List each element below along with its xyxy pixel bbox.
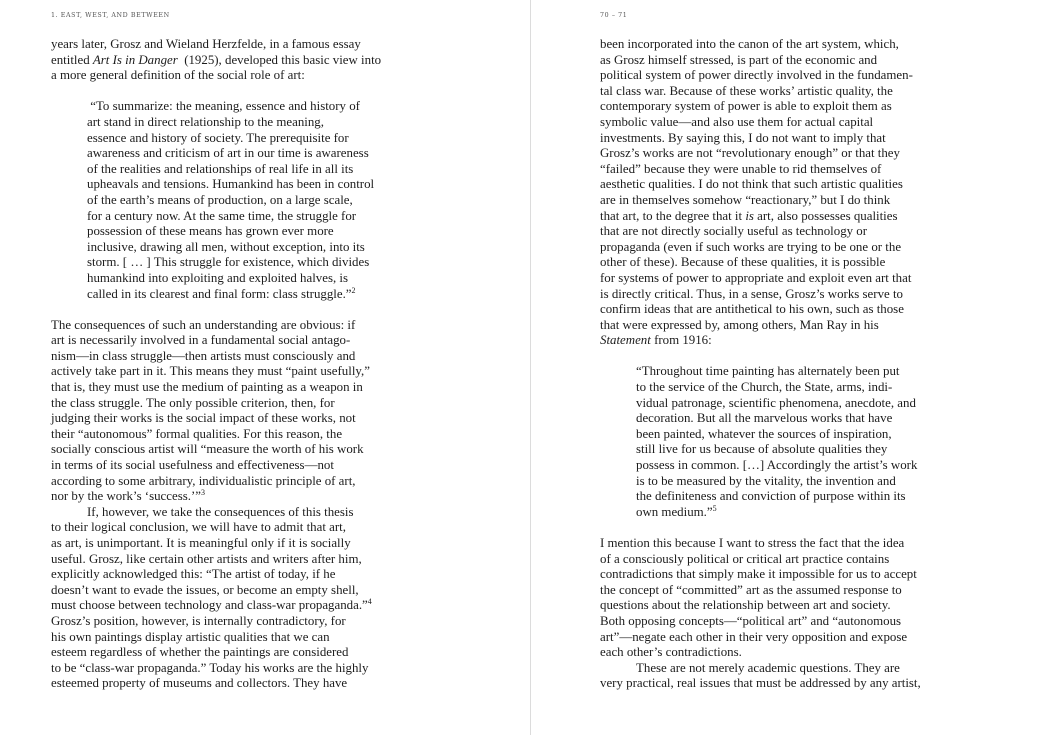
text-line: The consequences of such an understanding are obvious: if: [51, 317, 356, 332]
text-line: contradictions that simply make it impossible for us to accept: [600, 567, 917, 582]
text-line: the definiteness and conviction of purpose within its: [636, 489, 906, 504]
text-line: decoration. But all the marvelous works that have: [636, 411, 893, 426]
text-line: aesthetic qualities. I do not think that such artistic qualities: [600, 177, 903, 192]
paragraph-indented: [51, 505, 381, 692]
text-segment: entitled: [51, 52, 93, 67]
text-line: as art, is unimportant. It is meaningful only if it is socially: [51, 536, 351, 550]
text-line: political system of power directly involved in the fundamen-: [600, 68, 913, 83]
text-segment: nor by the work’s ‘success.’”: [51, 489, 201, 504]
text-line: Grosz’s works are not “revolutionary enough” or that they: [600, 146, 900, 161]
block-gap: [600, 520, 930, 536]
text-line: for a century now. At the same time, the struggle for: [87, 208, 357, 223]
text-line: their “autonomous” formal qualities. For this reason, the: [51, 426, 343, 441]
text-line: These are not merely academic questions. They are: [636, 660, 900, 675]
text-line: [51, 489, 381, 505]
paragraph: [51, 318, 381, 505]
text-line: are in themselves somehow “reactionary,” but I do think: [600, 192, 891, 207]
text-line: judging their works is the social impact of these works, not: [51, 411, 356, 426]
text-segment: (1925), developed this basic view into: [177, 52, 382, 67]
text-line: explicitly acknowledged this: “The artist of today, if he: [51, 567, 336, 582]
footnote-ref: 3: [201, 488, 205, 498]
text-line: useful. Grosz, like certain other artists and writers after him,: [51, 551, 362, 566]
text-line: confirm ideas that are antithetical to his own, such as those: [600, 302, 904, 317]
text-line: the class struggle. The only possible criterion, then, for: [51, 395, 335, 410]
text-line: Grosz’s position, however, is internally contradictory, for: [51, 613, 346, 628]
text-segment: that art, to the degree that it: [600, 208, 746, 223]
text-line: been incorporated into the canon of the art system, which,: [600, 37, 899, 51]
text-line: still live for us because of absolute qualities they: [636, 442, 888, 457]
paragraph-indented: [600, 661, 930, 692]
text-line: socially conscious artist will “measure the worth of his work: [51, 442, 364, 457]
text-line: his own paintings display artistic qualities that we can: [51, 629, 330, 644]
text-line: If, however, we take the consequences of this thesis: [87, 504, 354, 519]
text-line: “failed” because they were unable to rid themselves of: [600, 161, 882, 176]
text-line: [51, 598, 381, 614]
text-line: I mention this because I want to stress the fact that the idea: [600, 536, 905, 550]
page-gutter: [530, 0, 531, 735]
text-segment: Statement: [600, 333, 651, 348]
text-segment: must choose between technology and class-war propaganda.”: [51, 598, 368, 613]
text-line: to be “class-war propaganda.” Today his works are the highly: [51, 660, 369, 675]
left-page: [51, 37, 381, 692]
text-segment: Art Is in Danger: [92, 52, 178, 67]
text-line: vidual patronage, scientific phenomena, anecdote, and: [636, 395, 916, 410]
text-segment: is: [745, 208, 754, 223]
footnote-ref: 4: [367, 597, 372, 607]
footnote-ref: 5: [712, 503, 717, 513]
block-gap: [600, 349, 930, 365]
text-line: esteemed property of museums and collectors. They have: [51, 676, 348, 691]
text-line: been painted, whatever the sources of inspiration,: [636, 426, 892, 441]
text-line: to their logical conclusion, we will have to admit that art,: [51, 520, 346, 535]
text-segment: own medium.”: [636, 504, 713, 519]
text-line: questions about the relationship between art and society.: [600, 598, 891, 613]
text-line: humankind into exploiting and exploited halves, is: [87, 270, 348, 285]
text-line: according to some arbitrary, individualistic principle of art,: [51, 473, 356, 488]
text-line: very practical, real issues that must be addressed by any artist,: [600, 676, 921, 691]
text-line: art stand in direct relationship to the meaning,: [87, 114, 324, 129]
text-line: of the earth’s means of production, on a large scale,: [87, 192, 353, 207]
block-quote-man-ray: [600, 364, 930, 520]
footnote-ref: 2: [351, 285, 356, 295]
text-line: tal class war. Because of these works’ artistic quality, the: [600, 83, 893, 98]
text-line: to the service of the Church, the State, arms, indi-: [636, 380, 893, 395]
text-line: that is, they must use the medium of painting as a weapon in: [51, 380, 363, 395]
text-line: [636, 505, 930, 521]
text-line: is directly critical. Thus, in a sense, Grosz’s works serve to: [600, 286, 903, 301]
text-line: doesn’t want to evade the issues, or become an empty shell,: [51, 582, 359, 597]
text-line: is to be measured by the vitality, the invention and: [636, 473, 896, 488]
text-line: symbolic value—and also use them for actual capital: [600, 114, 874, 129]
text-line: inclusive, drawing all men, without exception, into its: [87, 239, 365, 254]
text-line: Both opposing concepts—“political art” and “autonomous: [600, 613, 902, 628]
text-line: [600, 333, 930, 349]
text-line: that were expressed by, among others, Man Ray in his: [600, 317, 879, 332]
text-line: of a consciously political or critical art practice contains: [600, 551, 890, 566]
text-line: propaganda (even if such works are trying to be one or the: [600, 239, 902, 254]
text-line: [87, 287, 381, 303]
text-line: “To summarize: the meaning, essence and history of: [87, 99, 360, 114]
text-line: that are not directly socially useful as technology or: [600, 224, 868, 239]
text-segment: called in its clearest and final form: class struggle.”: [87, 286, 352, 301]
right-page: [600, 37, 930, 692]
text-line: art”—negate each other in their very opposition and expose: [600, 629, 908, 644]
text-line: awareness and criticism of art in our time is awareness: [87, 146, 369, 161]
text-line: of the realities and relationships of real life in all its: [87, 161, 354, 176]
text-line: in terms of its social usefulness and effectiveness—not: [51, 458, 334, 473]
paragraph: [600, 37, 930, 349]
text-line: a more general definition of the social role of art:: [51, 68, 305, 83]
text-line: essence and history of society. The prerequisite for: [87, 130, 349, 145]
text-segment: from 1916:: [650, 333, 712, 348]
text-line: other of these). Because of these qualities, it is possible: [600, 255, 886, 270]
block-gap: [51, 302, 381, 318]
paragraph: [600, 536, 930, 661]
text-line: investments. By saying this, I do not want to imply that: [600, 130, 886, 145]
running-head-page-numbers: 70 – 71: [600, 12, 628, 19]
block-gap: [51, 84, 381, 100]
text-line: contemporary system of power is able to exploit them as: [600, 99, 892, 114]
running-head-chapter: 1. EAST, WEST, AND BETWEEN: [51, 12, 170, 19]
text-line: the concept of “committed” art as the assumed response to: [600, 582, 902, 597]
text-line: for systems of power to appropriate and exploit even art that: [600, 270, 912, 285]
block-quote-grosz: [51, 99, 381, 302]
text-line: possess in common. […] Accordingly the artist’s work: [636, 458, 918, 473]
text-line: each other’s contradictions.: [600, 645, 742, 660]
text-line: “Throughout time painting has alternately been put: [636, 364, 900, 379]
text-line: [600, 209, 930, 225]
text-line: possession of these means has grown ever more: [87, 224, 334, 239]
text-line: esteem regardless of whether the paintings are considered: [51, 645, 349, 660]
text-line: [51, 53, 381, 69]
text-line: as Grosz himself stressed, is part of the economic and: [600, 52, 878, 67]
text-line: nism—in class struggle—then artists must consciously and: [51, 348, 356, 363]
text-line: art is necessarily involved in a fundamental social antago-: [51, 333, 351, 348]
paragraph: [51, 37, 381, 84]
text-line: upheavals and tensions. Humankind has been in control: [87, 177, 375, 192]
text-line: actively take part in it. This means they must “paint usefully,”: [51, 364, 370, 379]
text-segment: art, also possesses qualities: [753, 208, 898, 223]
text-line: storm. [ … ] This struggle for existence, which divides: [87, 255, 370, 270]
text-line: years later, Grosz and Wieland Herzfelde, in a famous essay: [51, 37, 361, 51]
